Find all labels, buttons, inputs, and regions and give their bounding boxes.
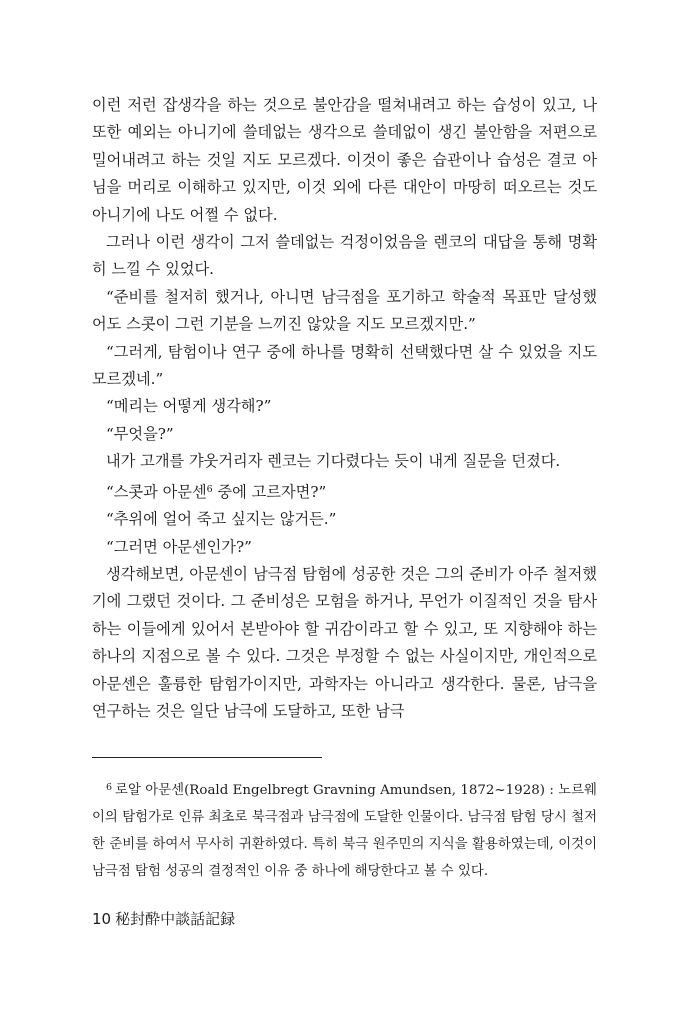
dialogue-line: “추위에 얼어 죽고 싶지는 않거든.” — [106, 510, 337, 529]
footnote-entry — [92, 774, 597, 885]
dialogue-line: “그러면 아문센인가?” — [106, 537, 252, 556]
page-footer — [92, 908, 235, 929]
paragraph: 그러나 이런 생각이 그저 쓸데없는 걱정이었음을 렌코의 대답을 통해 명확히 느낄 수 있었다. — [92, 233, 597, 279]
dialogue-line — [92, 476, 597, 506]
dialogue-text: 중에 고르자면?” — [212, 482, 327, 501]
book-title: 秘封酔中談話記録 — [115, 910, 236, 928]
footnote-number: 6 — [106, 782, 113, 793]
footnote-reference: 6 — [206, 483, 213, 495]
dialogue-line: “준비를 철저히 했거나, 아니면 남극점을 포기하고 학술적 목표만 달성했어도 스콧이 그런 기분을 느끼진 않았을 지도 모르겠지만.” — [92, 287, 597, 334]
paragraph: 이런 저런 잡생각을 하는 것으로 불안감을 떨쳐내려고 하는 습성이 있고, 나 또한 예외는 아니기에 쓸데없는 생각으로 쓸데없이 생긴 불안함을 저편으로 밀어내려고 하는 것일 지도 모르겠다. 이것이 좋은 습관이나 습성은 결코 아님을 머리로 이해하고 있지만, 이것 외에 다른 대안이 마땅히 떠오르는 것도 아니기에 나도 어쩔 수 없다. — [92, 96, 597, 224]
paragraph: 생각해보면, 아문센이 남극점 탐험에 성공한 것은 그의 준비가 아주 철저했기에 그랬던 것이다. 그 준비성은 모험을 하거나, 무언가 이질적인 것을 탐사하는 이들에게 있어서 본받아야 할 귀감이라고 할 수 있고, 또 지향해야 하는 하나의 지점으로 볼 수 있다. 그것은 부정할 수 없는 사실이지만, 개인적으로 아문센은 훌륭한 탐험가이지만, 과학자는 아니라고 생각한다. 물론, 남극을 연구하는 것은 일단 남극에 도달하고, 또한 남극 — [92, 564, 597, 720]
footnote-divider — [92, 757, 322, 758]
dialogue-line: “무엇을?” — [106, 424, 174, 443]
dialogue-text: “스콧과 아문센 — [106, 482, 207, 501]
main-text — [92, 92, 597, 725]
footnote — [92, 774, 597, 885]
page-number: 10 — [92, 910, 112, 928]
dialogue-line: “메리는 어떻게 생각해?” — [106, 397, 272, 416]
dialogue-line: “그러게, 탐험이나 연구 중에 하나를 명확히 선택했다면 살 수 있었을 지도 모르겠네.” — [92, 342, 597, 389]
paragraph: 내가 고개를 갸웃거리자 렌코는 기다렸다는 듯이 내게 질문을 던졌다. — [106, 452, 561, 471]
footnote-text: 로알 아문센(Roald Engelbregt Gravning Amundsen, 1872~1928) : 노르웨이의 탐험가로 인류 최초로 북극점과 남극점에 도달한 인물이다. 남극점 탐험 당시 철저한 준비를 하여서 무사히 귀환하였다. 특히 북극 원주민의 지식을 활용하였는데, 이것이 남극점 탐험 성공의 결정적인 이유 중 하나에 해당한다고 볼 수 있다. — [92, 783, 597, 879]
